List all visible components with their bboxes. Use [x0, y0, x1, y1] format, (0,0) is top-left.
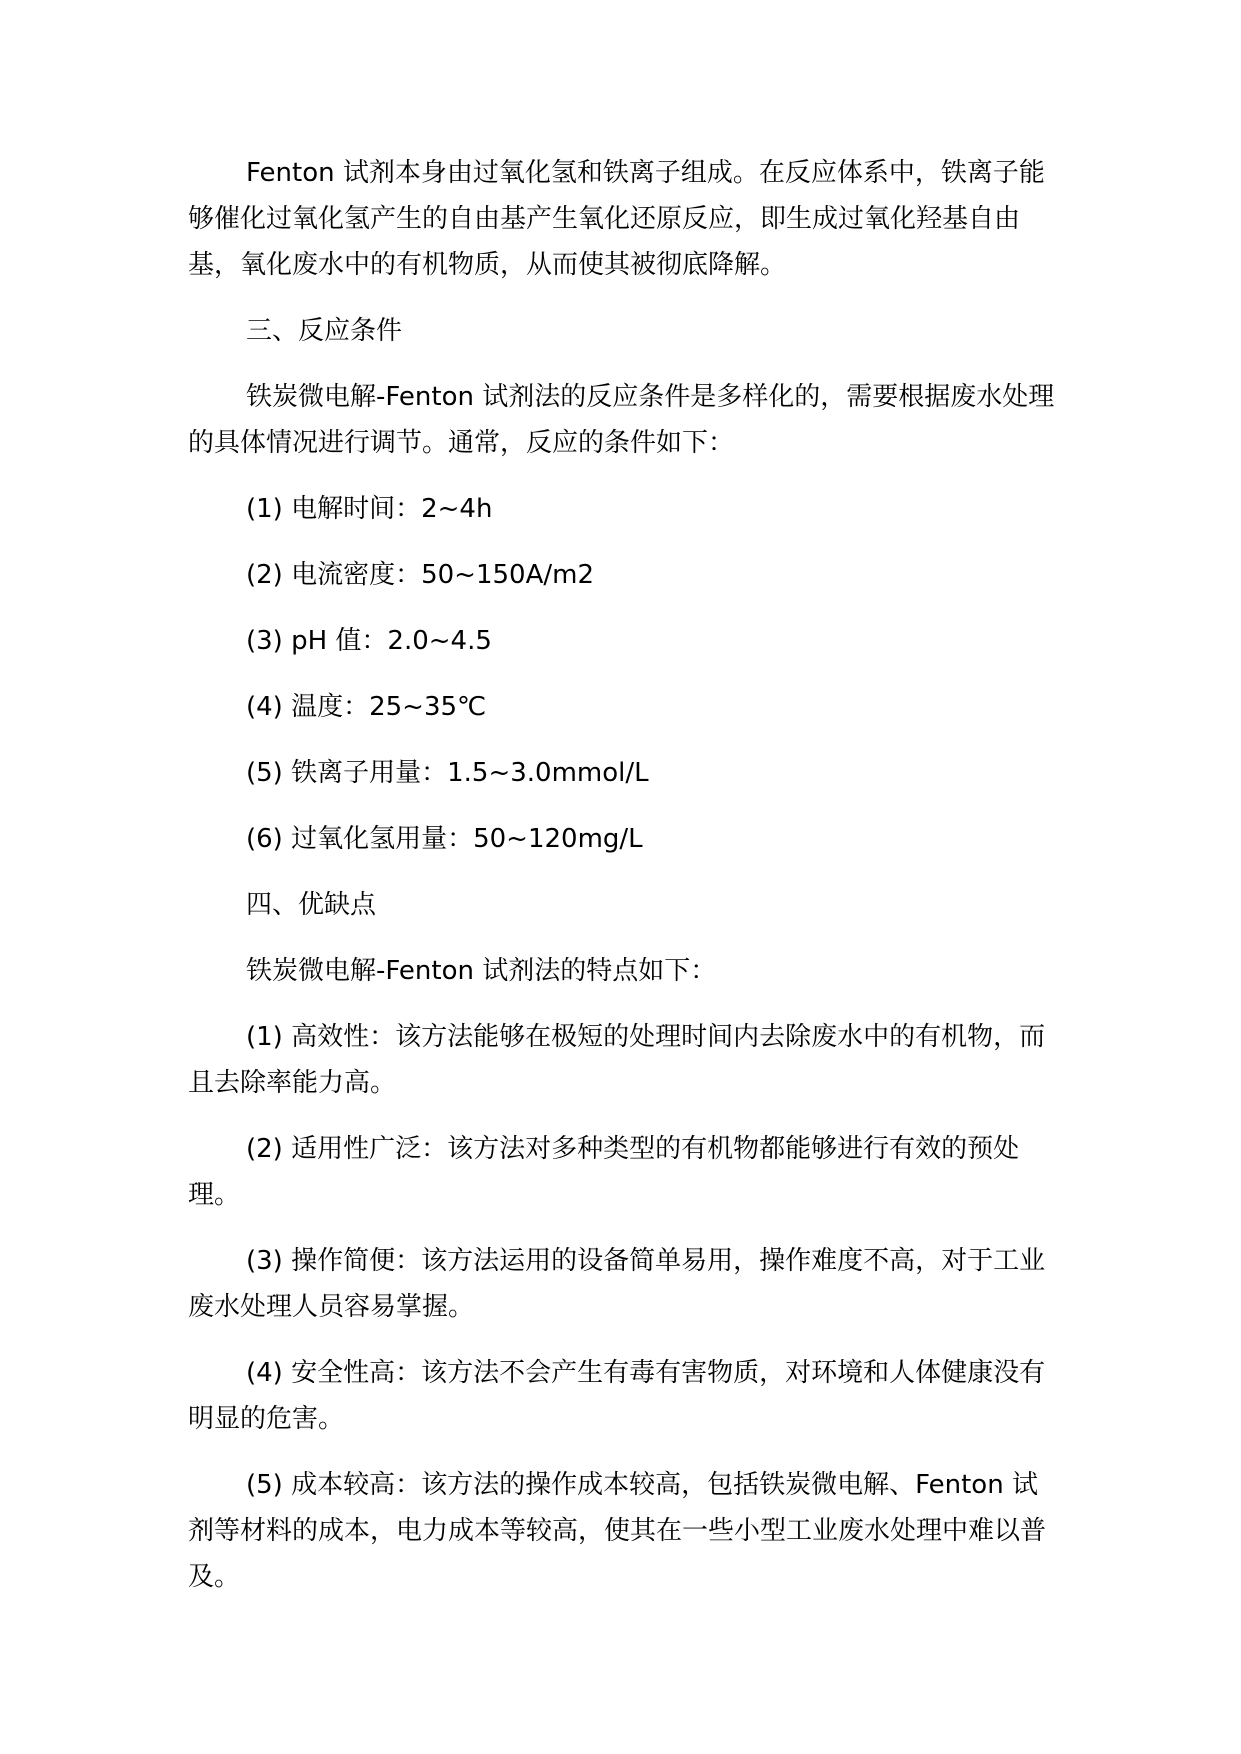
condition-item-peroxide-dosage: (6) 过氧化氢用量：50~120mg/L: [246, 824, 643, 854]
paragraph-features-intro: 铁炭微电解-Fenton 试剂法的特点如下：: [246, 956, 717, 986]
feature-item-applicability: (2) 适用性广泛：该方法对多种类型的有机物都能够进行有效的预处理。: [188, 1134, 1020, 1210]
condition-item-ph: (3) pH 值：2.0~4.5: [246, 626, 492, 656]
feature-item-cost: (5) 成本较高：该方法的操作成本较高，包括铁炭微电解、Fenton 试剂等材料的成本，电力成本等较高，使其在一些小型工业废水处理中难以普及。: [188, 1470, 1047, 1592]
condition-item-temperature: (4) 温度：25~35℃: [246, 692, 487, 722]
feature-item-ease-of-operation: (3) 操作简便：该方法运用的设备简单易用，操作难度不高，对于工业废水处理人员容易掌握。: [188, 1246, 1046, 1322]
paragraph-conditions-intro: 铁炭微电解-Fenton 试剂法的反应条件是多样化的，需要根据废水处理的具体情况进行调节。通常，反应的条件如下：: [188, 382, 1055, 458]
document-body: [188, 150, 1058, 1620]
feature-item-safety: (4) 安全性高：该方法不会产生有毒有害物质，对环境和人体健康没有明显的危害。: [188, 1358, 1046, 1434]
section-heading-reaction-conditions: 三、反应条件: [246, 316, 403, 346]
feature-item-efficiency: (1) 高效性：该方法能够在极短的处理时间内去除废水中的有机物，而且去除率能力高。: [188, 1022, 1046, 1098]
condition-item-iron-dosage: (5) 铁离子用量：1.5~3.0mmol/L: [246, 758, 649, 788]
paragraph-fenton-intro: Fenton 试剂本身由过氧化氢和铁离子组成。在反应体系中，铁离子能够催化过氧化氢产生的自由基产生氧化还原反应，即生成过氧化羟基自由基，氧化废水中的有机物质，从而使其被彻底降解。: [188, 158, 1045, 280]
condition-item-current-density: (2) 电流密度：50~150A/m2: [246, 560, 595, 590]
section-heading-pros-cons: 四、优缺点: [246, 890, 377, 920]
condition-item-electrolysis-time: (1) 电解时间：2~4h: [246, 494, 493, 524]
